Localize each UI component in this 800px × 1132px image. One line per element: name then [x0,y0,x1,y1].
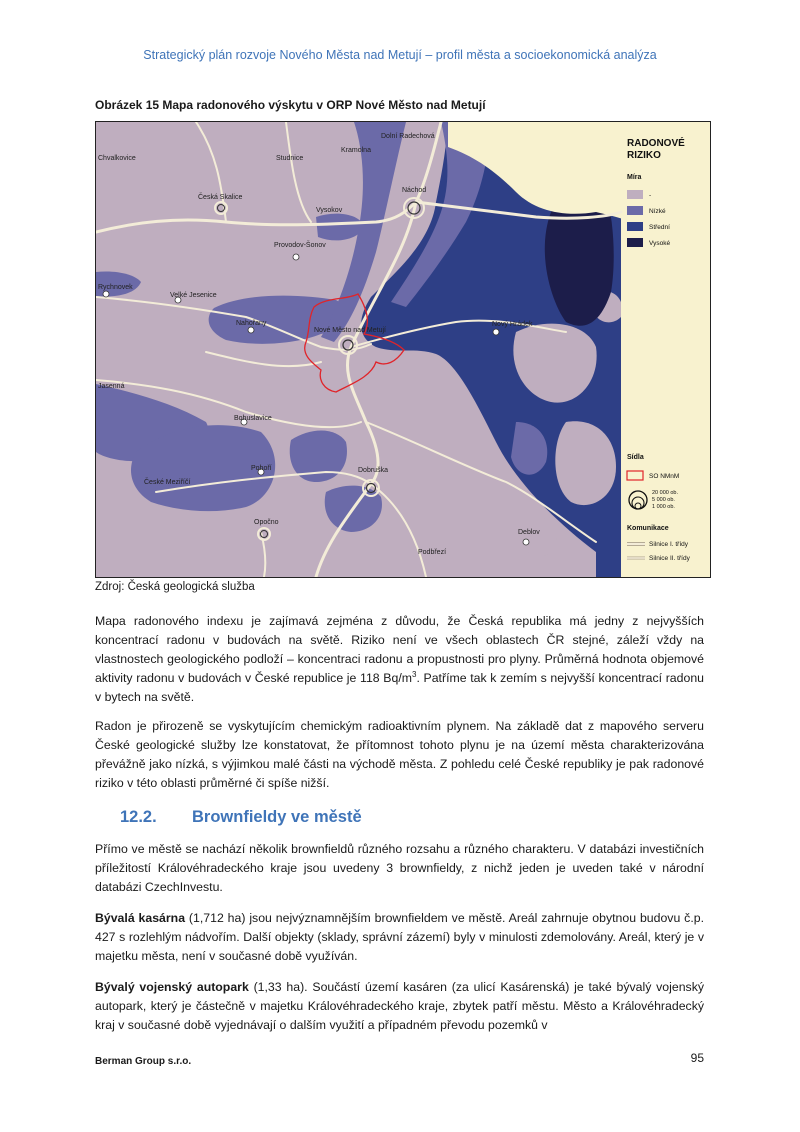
settlement-novy-hradek [493,329,499,335]
settlement-nahorany [248,327,254,333]
section-title: Brownfieldy ve městě [192,808,362,826]
legend-road-1-label: Silnice I. třídy [649,541,689,548]
map-label: Provodov-Šonov [274,242,326,249]
map-label: Dolní Radechová [381,133,435,140]
map-label: Studnice [276,155,304,162]
legend-title-line1: RADONOVÉ [627,138,685,149]
section-number: 12.2. [120,808,157,826]
map-label: Opočno [254,519,279,526]
legend-swatch-none [627,190,643,199]
settlement-provodov [293,254,299,260]
bold-term: Bývalá kasárna [95,911,186,925]
map-label: Nový Hrádek [492,321,533,328]
bold-term: Bývalý vojenský autopark [95,980,249,994]
map-label: Chvalkovice [98,155,136,162]
legend-pop-5000: 5 000 ob. [652,497,675,503]
legend-level-medium: Střední [649,224,670,231]
figure-caption: Obrázek 15 Mapa radonového výskytu v ORP Nové Město nad Metují [95,98,486,112]
map-label: Podbřezí [418,549,447,556]
paragraph-radon-description: Radon je přirozeně se vyskytujícím chemickým radioaktivním plynem. Na základě dat z mapového serveru České geologické služby lze konstatovat, že přítomnost tohoto plynu je na území města charakterizována převážně jako nízká, s výjimkou malé části na východě města. Z pohledu celé České republiky je pak radonové riziko v této oblasti průměrné či spíše nižší. [95,719,704,790]
legend-komunikace-label: Komunikace [627,525,669,532]
legend-swatch-medium [627,222,643,231]
radon-map-svg [96,122,710,577]
paragraph-text: (1,712 ha) jsou nejvýznamnějším brownfieldem ve městě. Areál zahrnuje obytnou budovu č.p. 427 s rozlehlým nádvořím. Další objekty (sklady, správní zázemí) byly v minulosti zdemolovány. Areál, který je v majetku města, není v současné době využíván. [95,911,704,963]
paragraph-radon-index [95,612,704,707]
radon-map [95,121,711,578]
map-label: Rychnovek [98,284,133,291]
paragraph-former-barracks [95,909,704,966]
map-label: Nové Město nad Metují [314,327,386,334]
paragraph-text: Mapa radonového indexu je zajímavá zejména z důvodu, že Česká republika má jedny z nejvyšších koncentrací radonu v budovách na světě. Riziko není ve všech oblastech ČR stejné, záleží vždy na vlastnostech geologického podloží – koncentraci radonu a propustnosti pro plyny. Průměrná hodnota objemové aktivity radonu v budovách v České republice je 118 Bq/m [95,614,704,685]
running-header: Strategický plán rozvoje Nového Města nad Metují – profil města a socioekonomická analýza [143,48,657,62]
legend-sidla-label: Sídla [627,454,644,461]
map-label: Bohuslavice [234,415,272,422]
map-label: Kramolna [341,147,371,154]
paragraph-text: (1,33 ha). Součástí území kasáren (za ulicí Kasárenská) je také bývalý vojenský autopark, který je částečně v majetku Královéhradeckého kraje, zbytek patří městu. Město a Královéhradecký kraj v současné době vyjednávají o dalším využití a případném převodu pozemků v [95,980,704,1032]
paragraph-text-tail: . Patříme tak k zemím s nejvyšší koncentrací radonu v bytech na světě. [95,671,704,704]
map-label: Deblov [518,529,540,536]
legend-road-2-label: Silnice II. třídy [649,555,690,562]
map-label: Vysokov [316,207,343,214]
map-label: Náchod [402,187,427,194]
legend-pop-20000: 20 000 ob. [652,490,678,496]
legend-swatch-high [627,238,643,247]
settlement-rychnovek [103,291,109,297]
legend-title-line2: RIZIKO [627,150,661,161]
paragraph-brownfields-intro: Přímo ve městě se nachází několik brownfieldů různého rozsahu a různého charakteru. V databázi investičních příležitostí Královéhradeckého kraje jsou uvedeny 3 brownfieldy, z nichž jeden je uveden také v národní databázi CzechInvestu. [95,842,704,894]
settlement-deblov [523,539,529,545]
legend-pop-1000: 1 000 ob. [652,504,675,510]
legend-mira-label: Míra [627,174,642,181]
superscript: 3 [412,669,417,679]
legend-level-none: - [649,192,652,199]
section-heading [120,808,362,827]
map-label: Pohoří [251,465,272,472]
map-label: Dobruška [358,467,388,474]
legend-boundary-label: SO NMnM [649,473,680,480]
map-label: Nahořany [236,320,267,327]
map-label: České Meziříčí [144,479,191,486]
figure-source: Zdroj: Česká geologická služba [95,581,255,593]
paragraph-military-car-park [95,978,704,1035]
legend-level-low: Nízké [649,208,666,215]
footer-company: Berman Group s.r.o. [95,1056,192,1067]
map-label: Velké Jesenice [170,292,217,299]
legend-level-high: Vysoké [649,240,671,247]
page-number: 95 [690,1051,704,1065]
map-label: Česká Skalice [198,194,243,201]
legend-swatch-low [627,206,643,215]
map-label: Jasenná [98,383,125,390]
